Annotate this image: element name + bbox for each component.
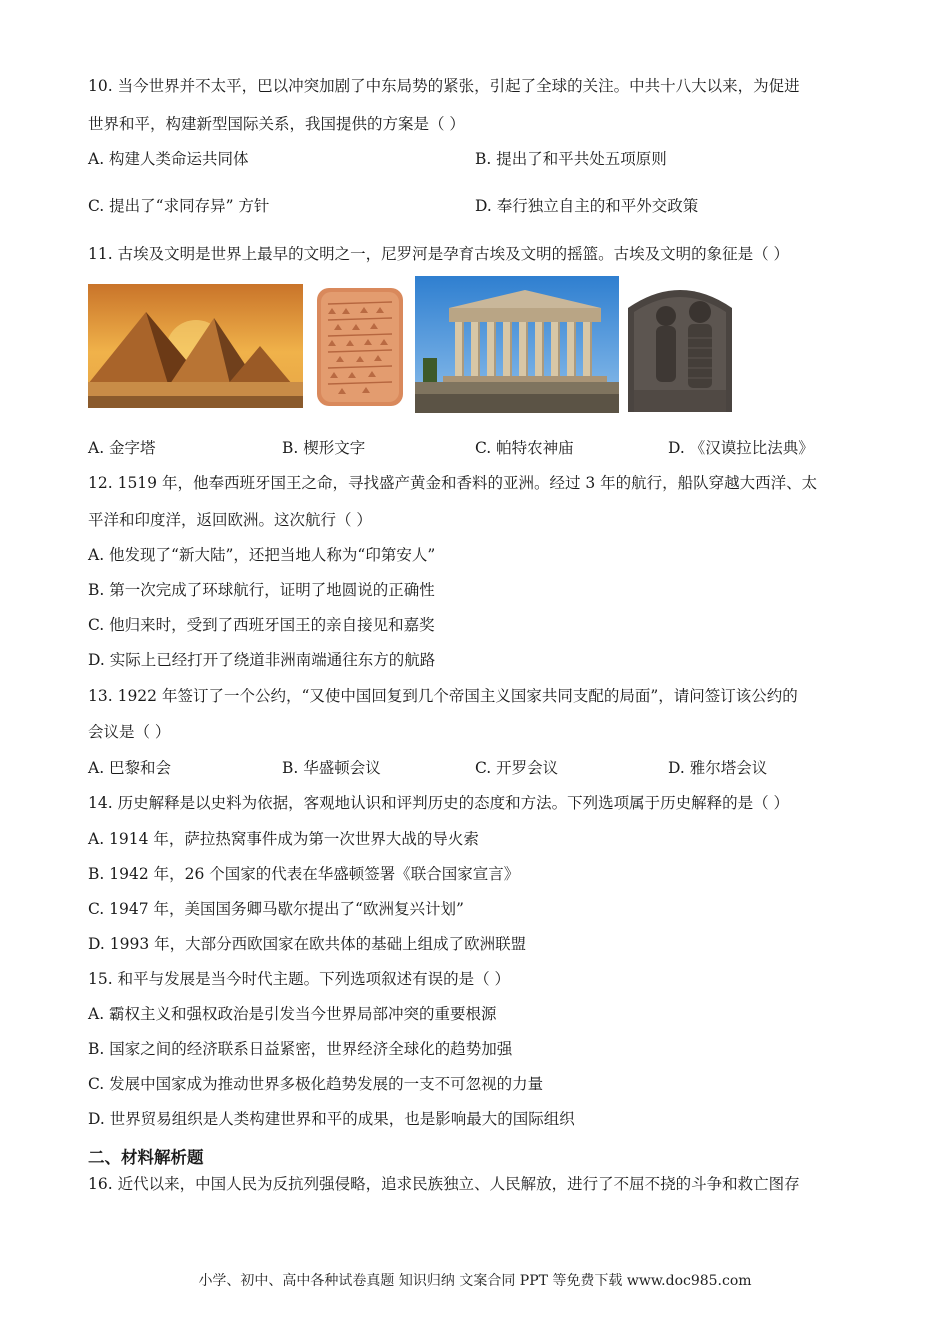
q10-option-d: D. 奉行独立自主的和平外交政策 — [475, 197, 699, 215]
cuneiform-tablet-image — [312, 280, 407, 414]
q14-stem-line1: 14. 历史解释是以史料为依据，客观地认识和评判历史的态度和方法。下列选项属于历史解释的是（ ） — [88, 794, 790, 812]
q16-stem-line1: 16. 近代以来，中国人民为反抗列强侵略，追求民族独立、人民解放，进行了不屈不挠的斗争和救亡图存 — [88, 1175, 800, 1193]
q15-stem-line1: 15. 和平与发展是当今时代主题。下列选项叙述有误的是（ ） — [88, 970, 511, 988]
q13-option-b: B. 华盛顿会议 — [282, 759, 381, 777]
q13-option-a: A. 巴黎和会 — [88, 759, 172, 777]
q13-stem-line1: 13. 1922 年签订了一个公约，“又使中国回复到几个帝国主义国家共同支配的局面”，请问签订该公约的 — [88, 687, 798, 705]
q12-option-b: B. 第一次完成了环球航行，证明了地圆说的正确性 — [88, 581, 435, 599]
q10-option-c: C. 提出了“求同存异” 方针 — [88, 197, 270, 215]
hammurabi-stele-image — [622, 278, 738, 412]
page-footer: 小学、初中、高中各种试卷真题 知识归纳 文案合同 PPT 等免费下载 www.doc985.com — [198, 1273, 752, 1289]
q11-option-d: D. 《汉谟拉比法典》 — [668, 439, 814, 457]
q11-option-a: A. 金字塔 — [88, 439, 156, 457]
q15-option-d: D. 世界贸易组织是人类构建世界和平的成果，也是影响最大的国际组织 — [88, 1110, 575, 1128]
q12-option-c: C. 他归来时，受到了西班牙国王的亲自接见和嘉奖 — [88, 616, 435, 634]
q15-option-a: A. 霸权主义和强权政治是引发当今世界局部冲突的重要根源 — [88, 1005, 497, 1023]
q15-option-b: B. 国家之间的经济联系日益紧密，世界经济全球化的趋势加强 — [88, 1040, 513, 1058]
section-heading: 二、材料解析题 — [88, 1148, 204, 1167]
q12-stem-line2: 平洋和印度洋，返回欧洲。这次航行（ ） — [88, 511, 372, 529]
q12-option-a: A. 他发现了“新大陆”，还把当地人称为“印第安人” — [88, 546, 436, 564]
q14-option-d: D. 1993 年，大部分西欧国家在欧共体的基础上组成了欧洲联盟 — [88, 935, 527, 953]
q11-option-c: C. 帕特农神庙 — [475, 439, 574, 457]
q13-option-d: D. 雅尔塔会议 — [668, 759, 768, 777]
q15-option-c: C. 发展中国家成为推动世界多极化趋势发展的一支不可忽视的力量 — [88, 1075, 544, 1093]
parthenon-image — [415, 276, 619, 413]
q12-stem-line1: 12. 1519 年，他奉西班牙国王之命，寻找盛产黄金和香料的亚洲。经过 3 年的航行，船队穿越大西洋、太 — [88, 474, 818, 492]
q14-option-b: B. 1942 年，26 个国家的代表在华盛顿签署《联合国家宣言》 — [88, 865, 520, 883]
q10-option-b: B. 提出了和平共处五项原则 — [475, 150, 667, 168]
pyramids-image — [88, 284, 303, 408]
q14-option-a: A. 1914 年，萨拉热窝事件成为第一次世界大战的导火索 — [88, 830, 479, 848]
q12-option-d: D. 实际上已经打开了绕道非洲南端通往东方的航路 — [88, 651, 436, 669]
q13-option-c: C. 开罗会议 — [475, 759, 559, 777]
q13-stem-line2: 会议是（ ） — [88, 723, 171, 741]
q11-stem-line1: 11. 古埃及文明是世界上最早的文明之一，尼罗河是孕育古埃及文明的摇篮。古埃及文明的象征是（ ） — [88, 245, 790, 263]
q10-option-a: A. 构建人类命运共同体 — [88, 150, 249, 168]
q10-stem-line2: 世界和平，构建新型国际关系，我国提供的方案是（ ） — [88, 115, 465, 133]
q11-option-b: B. 楔形文字 — [282, 439, 366, 457]
q14-option-c: C. 1947 年，美国国务卿马歇尔提出了“欧洲复兴计划” — [88, 900, 464, 918]
q10-stem-line1: 10. 当今世界并不太平，巴以冲突加剧了中东局势的紧张，引起了全球的关注。中共十八大以来，为促进 — [88, 77, 800, 95]
